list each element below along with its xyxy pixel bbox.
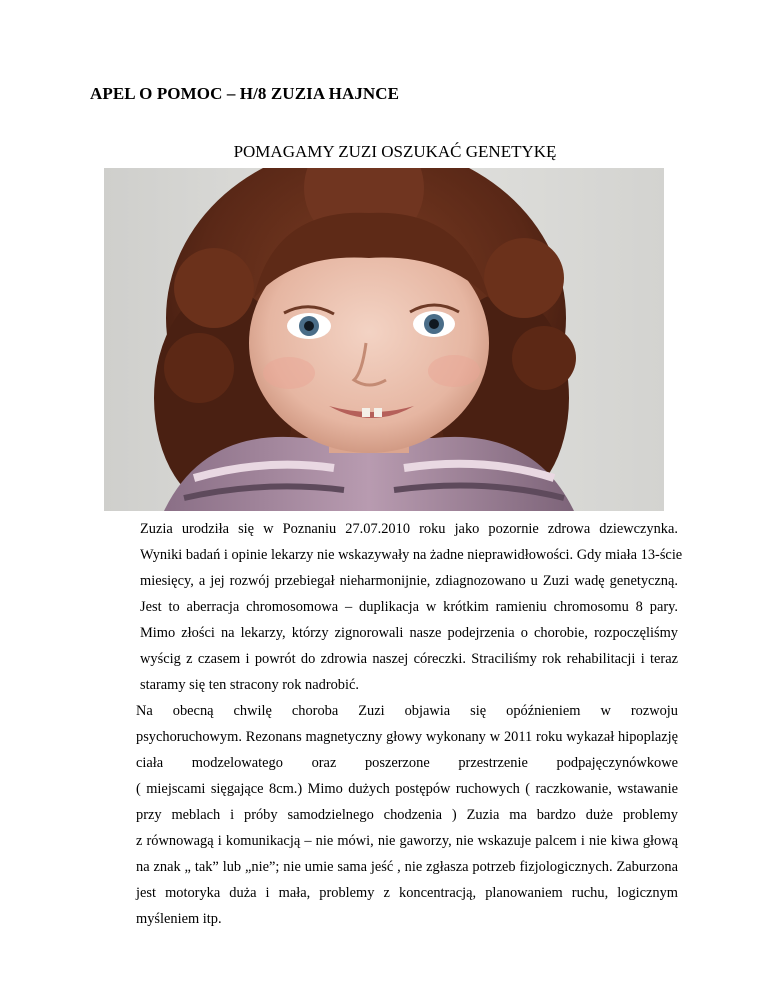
- paragraph-2: [90, 698, 678, 932]
- paragraph-line: miesięcy, a jej rozwój przebiegał nieharmonijnie, zdiagnozowano u Zuzi wadę genetyczną.: [140, 573, 678, 589]
- paragraph-1: [90, 516, 683, 698]
- paragraph-line: psychoruchowym. Rezonans magnetyczny głowy wykonany w 2011 roku wykazał hipoplazję: [136, 729, 678, 745]
- paragraph-line: z równowagą i komunikacją – nie mówi, nie gaworzy, nie wskazuje palcem i nie kiwa głową: [136, 833, 678, 849]
- paragraph-line: Zuzia urodziła się w Poznaniu 27.07.2010 roku jako pozornie zdrowa dziewczynka.: [140, 521, 678, 537]
- paragraph-line: przy meblach i próby samodzielnego chodzenia ) Zuzia ma bardzo duże problemy: [136, 807, 678, 823]
- paragraph-line: myśleniem itp.: [136, 911, 222, 927]
- subheading-text: POMAGAMY ZUZI OSZUKAĆ GENETYKĘ: [233, 142, 557, 161]
- paragraph-line: Mimo złości na lekarzy, którzy zignorowali nasze podejrzenia o chorobie, rozpoczęliśmy: [140, 625, 678, 641]
- paragraph-line: na znak „ tak” lub „nie”; nie umie sama jeść , nie zgłasza potrzeb fizjologicznych. Zaburzona: [136, 859, 678, 875]
- paragraph-line: Wyniki badań i opinie lekarzy nie wskazywały na żadne nieprawidłowości. Gdy miała 13-ście: [140, 547, 683, 563]
- document-subheading: [0, 142, 768, 162]
- paragraph-line: Na obecną chwilę choroba Zuzi objawia się opóźnieniem w rozwoju: [136, 703, 678, 719]
- body-text: [90, 516, 683, 932]
- paragraph-line: ( miejscami sięgające 8cm.) Mimo dużych postępów ruchowych ( raczkowanie, wstawanie: [136, 781, 678, 797]
- paragraph-line: ciała modzelowatego oraz poszerzone przestrzenie podpajęczynówkowe: [136, 755, 678, 771]
- paragraph-line: staramy się ten stracony rok nadrobić.: [140, 677, 359, 693]
- paragraph-line: jest motoryka duża i mała, problemy z koncentracją, planowaniem ruchu, logicznym: [136, 885, 678, 901]
- document-heading: APEL O POMOC – H/8 ZUZIA HAJNCE: [90, 84, 400, 103]
- paragraph-line: Jest to aberracja chromosomowa – duplikacja w krótkim ramieniu chromosomu 8 pary.: [140, 599, 678, 615]
- child-portrait-photo: [104, 168, 664, 511]
- photo-illustration: [104, 168, 664, 511]
- paragraph-line: wyścig z czasem i powrót do zdrowia naszej córeczki. Straciliśmy rok rehabilitacji i teraz: [140, 651, 678, 667]
